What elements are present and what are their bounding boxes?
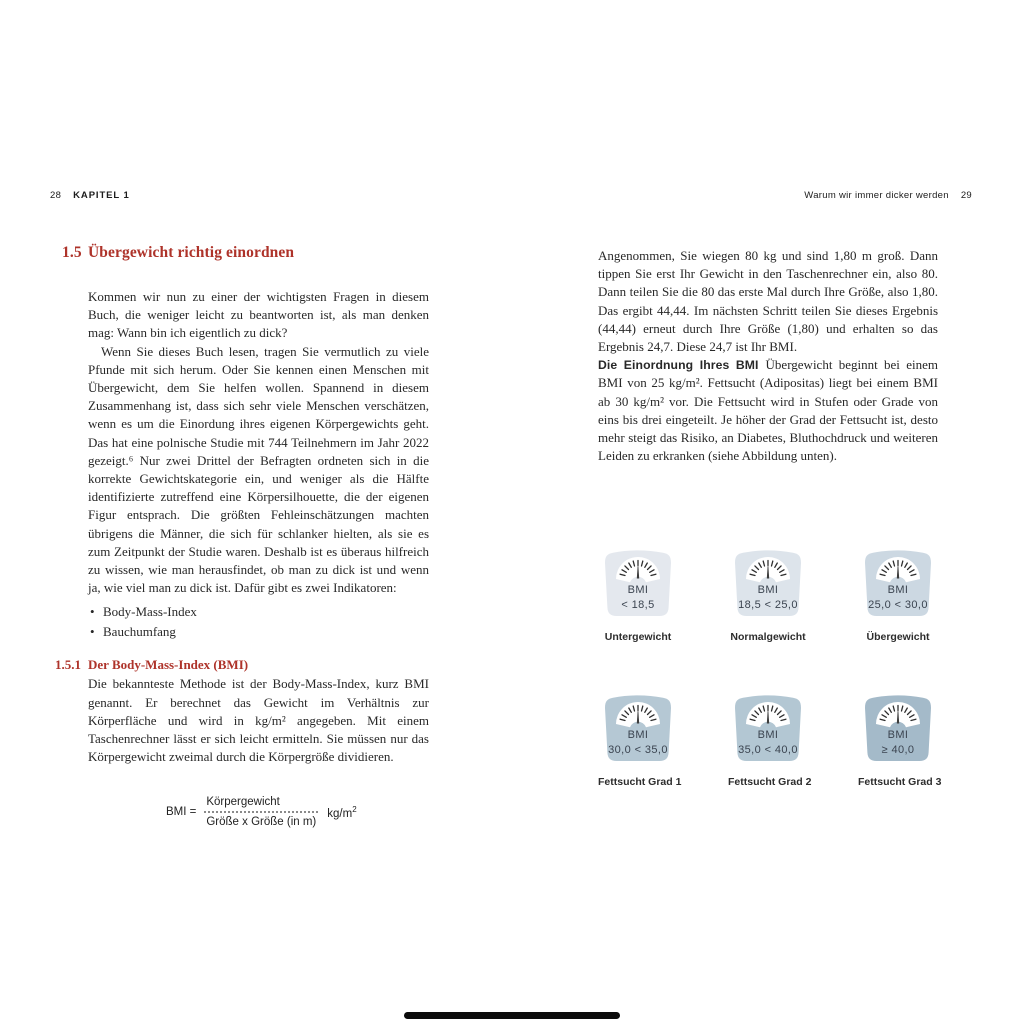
bmi-scale-untergewicht <box>598 546 678 643</box>
section-heading <box>62 244 429 262</box>
scale-range-text: < 18,5 <box>621 598 655 611</box>
scale-bmi-text: BMI <box>887 729 909 741</box>
right-page-column <box>598 247 938 465</box>
scale-range-text: 35,0 < 40,0 <box>738 743 798 756</box>
right-page-number: 29 <box>960 190 972 201</box>
list-item: • Bauchumfang <box>90 622 429 642</box>
scale-bmi-text: BMI <box>627 584 649 596</box>
paragraph: Kommen wir nun zu einer der wichtigsten Fragen in diesem Buch, die weniger leicht zu beantworten ist, als man denken mag: Wann bin ich eigentlich zu dick? <box>88 289 429 341</box>
left-running-head <box>50 190 130 201</box>
formula-fraction <box>204 796 318 828</box>
paragraph-lead-in: Die Einordnung Ihres BMI <box>598 358 759 373</box>
chapter-title-label: Warum wir immer dicker werden <box>804 190 949 201</box>
left-page-number: 28 <box>50 190 62 201</box>
scale-category-label: Übergewicht <box>866 631 930 643</box>
subsection-title: Der Body-Mass-Index (BMI) <box>88 657 249 673</box>
scale-category-label: Normalgewicht <box>730 631 806 643</box>
formula-unit: $kg/m^2$ <box>327 805 357 820</box>
subsection-heading <box>55 657 429 673</box>
paragraph: Die bekannteste Methode ist der Body-Mass-Index, kurz BMI genannt. Er berechnet das Gewicht im Verhältnis zur Körperfläche und wird in kg/m² angegeben. Mit einem Taschenrechner lässt er sich leicht ermitteln. Sie müssen nur das Körpergewicht zweimal durch die Körpergröße dividieren. <box>88 676 429 765</box>
scale-range-text: 25,0 < 30,0 <box>868 598 928 611</box>
scale-bmi-text: BMI <box>627 729 649 741</box>
scale-category-label: Fettsucht Grad 1 <box>598 776 682 788</box>
bmi-scale-fettsucht-3 <box>858 691 942 788</box>
list-item: • Body-Mass-Index <box>90 602 429 622</box>
bmi-scale-uebergewicht <box>858 546 938 643</box>
scale-bmi-text: BMI <box>887 584 909 596</box>
formula-numerator: Körpergewicht <box>204 796 318 813</box>
formula-unit-exponent: 2 <box>352 805 357 815</box>
scale-range-text: ≥ 40,0 <box>881 743 915 756</box>
bmi-scale-fettsucht-2 <box>728 691 812 788</box>
scale-range-text: 18,5 < 25,0 <box>738 598 798 611</box>
subsection-number: 1.5.1 <box>55 657 81 673</box>
scale-category-label: Untergewicht <box>604 631 672 643</box>
paragraph-text: Übergewicht beginnt bei einem BMI von 25 kg/m². Fettsucht (Adipositas) liegt bei einem BMI ab 30 kg/m² vor. Die Fettsucht wird in Stufen oder Grade von eins bis drei eingeteilt. Je höher der Grad der Fettsucht ist, desto mehr steigt das Risiko, an Diabetes, Bluthochdruck und weiteren Leiden zu erkranken (siehe Abbildung unten). <box>598 357 938 464</box>
left-page-column <box>55 244 429 829</box>
paragraph: Wenn Sie dieses Buch lesen, tragen Sie vermutlich zu viele Pfunde mit sich herum. Oder Sie kennen einen Menschen mit Übergewicht, dem Sie helfen wollen. Spannend in diesem Zusammenhang ist, dass sich sehr viele Menschen verschätzen, wenn es um die Einordung ihres eigenen Körpergewichts geht. Das hat eine polnische Studie mit 744 Teilnehmern im Jahr 2022 gezeigt.⁶ Nur zwei Drittel der Befragten ordneten sich in die korrekte Gewichtskategorie ein, und weniger als die Hälfte identifizierte zutreffend eine Körpersilhouette, die der eigenen Figur entsprach. Die größten Fehleinschätzungen machten übrigens die Männer, die sich für schlanker hielten, als sie es zum Zeitpunkt der Studie waren. Deshalb ist es überaus hilfreich zu wissen, wie man herausfindet, ob man zu dick ist und wenn ja, wie viel man zu dick ist. Dafür gibt es zwei Indikatoren: <box>88 343 429 596</box>
bmi-scales-figure <box>598 546 942 788</box>
formula-denominator: Größe x Größe (in m) <box>206 816 317 829</box>
right-running-head <box>804 190 972 201</box>
scale-bmi-text: BMI <box>757 729 779 741</box>
paragraph: Angenommen, Sie wiegen 80 kg und sind 1,80 m groß. Dann tippen Sie erst Ihr Gewicht in den Taschenrechner ein, also 80. Dann teilen Sie die 80 das erste Mal durch Ihre Größe, also 1,80. Das ergibt 44,44. Im nächsten Schritt teilen Sie dieses Ergebnis (44,44) erneut durch Ihre Größe (1,80) und erhalten so das Ergebnis 24,7. Diese 24,7 ist Ihr BMI. <box>598 248 938 355</box>
formula-lhs: BMI = <box>166 806 197 819</box>
bmi-formula <box>166 796 429 828</box>
scale-category-label: Fettsucht Grad 3 <box>858 776 942 788</box>
scale-category-label: Fettsucht Grad 2 <box>728 776 812 788</box>
bmi-scale-fettsucht-1 <box>598 691 682 788</box>
scale-range-text: 30,0 < 35,0 <box>608 743 668 756</box>
bmi-scale-normalgewicht <box>728 546 808 643</box>
scale-bmi-text: BMI <box>757 584 779 596</box>
chapter-label: KAPITEL 1 <box>73 190 130 201</box>
indicator-list <box>88 602 429 641</box>
section-title: Übergewicht richtig einordnen <box>88 244 295 261</box>
home-indicator-bar <box>404 1012 620 1019</box>
section-number: 1.5 <box>62 244 82 261</box>
paragraph <box>598 356 938 465</box>
